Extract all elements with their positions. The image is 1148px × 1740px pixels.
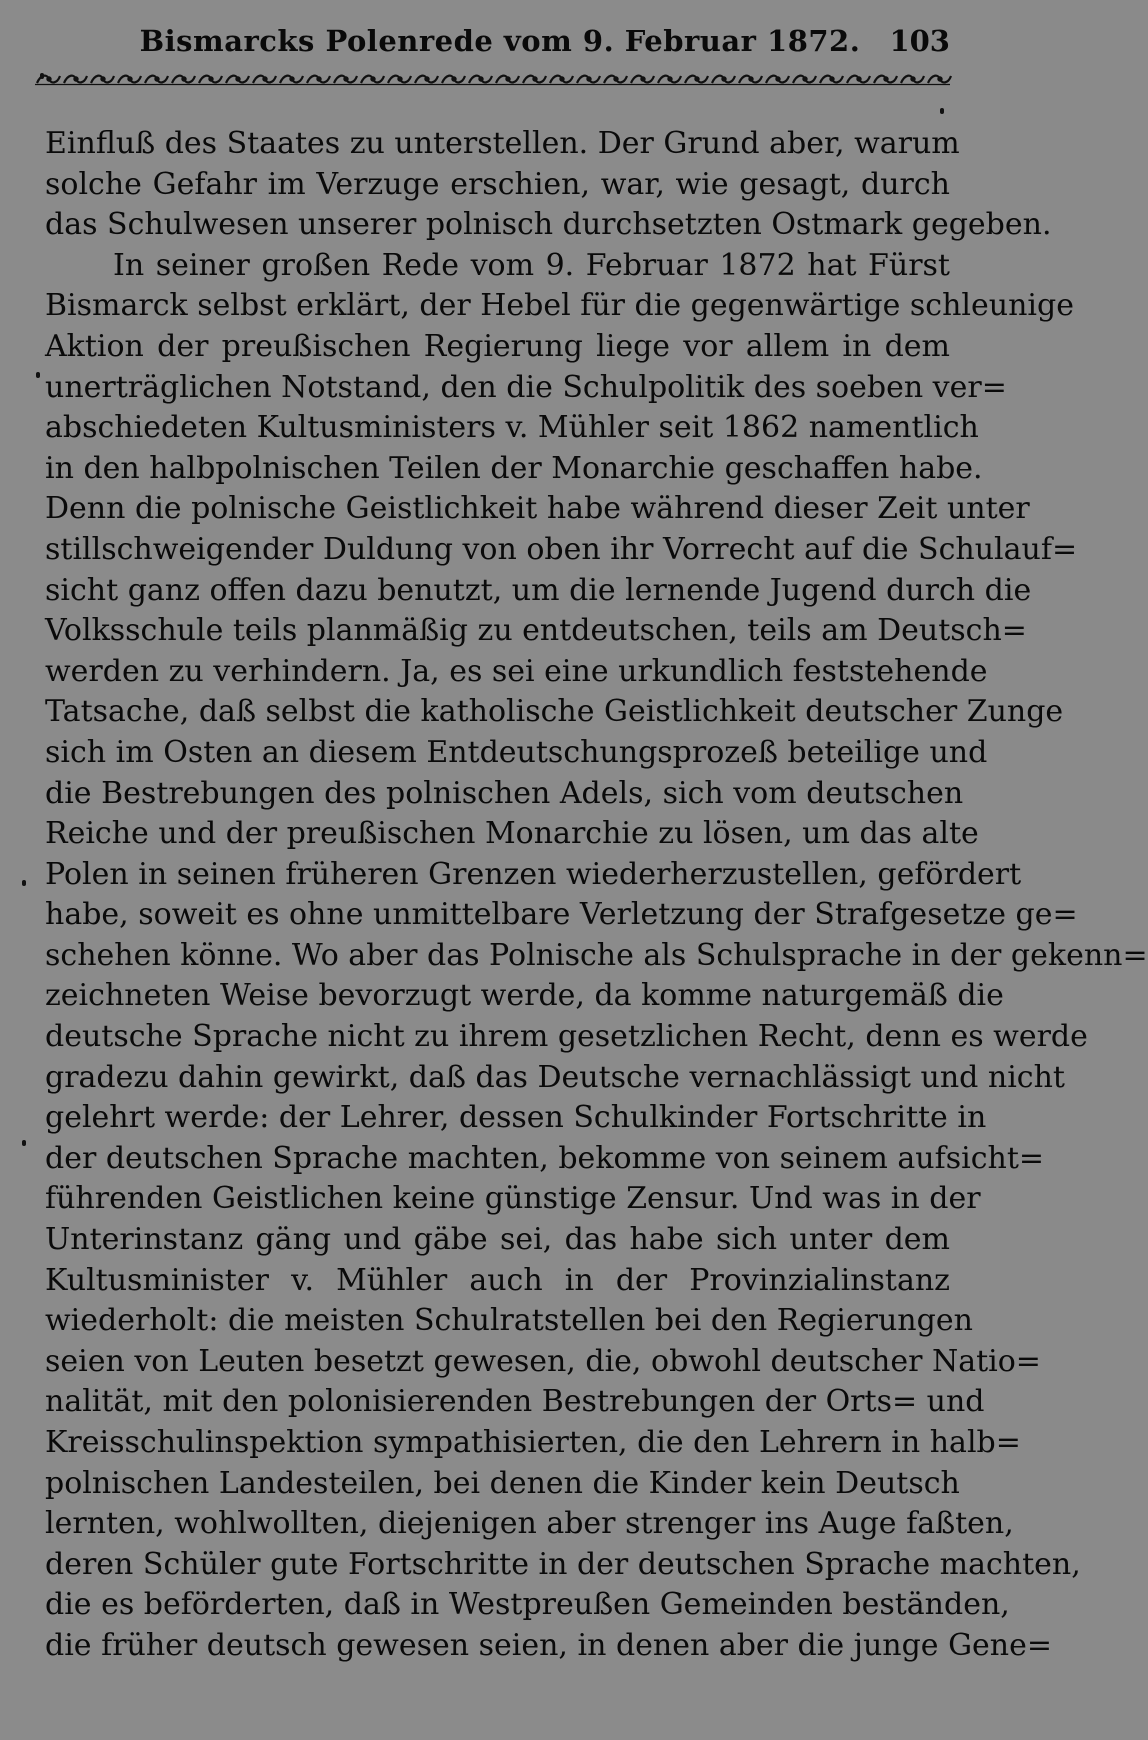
print-speck [940, 108, 944, 114]
text-line: abschiedeten Kultusministers v. Mühler seit 1862 namentlich [45, 410, 979, 446]
text-line: lernten, wohlwollten, diejenigen aber strenger ins Auge faßten, [45, 1506, 1014, 1542]
text-line: wiederholt: die meisten Schulratstellen bei den Regierungen [45, 1303, 973, 1339]
text-line: sicht ganz offen dazu benutzt, um die lernende Jugend durch die [45, 572, 1032, 608]
text-line: zeichneten Weise bevorzugt werde, da komme naturgemäß die [45, 978, 1004, 1014]
text-line: unerträglichen Notstand, den die Schulpolitik des soeben ver= [45, 369, 1007, 405]
running-head-title: Bismarcks Polenrede vom 9. Februar 1872. [139, 24, 861, 58]
text-line: werden zu verhindern. Ja, es sei eine urkundlich feststehende [45, 653, 988, 689]
text-line: die es beförderten, daß in Westpreußen Gemeinden beständen, [45, 1587, 1010, 1623]
text-line: Kreisschulinspektion sympathisierten, die den Lehrern in halb= [45, 1425, 1021, 1460]
text-line: in den halbpolnischen Teilen der Monarchie geschaffen habe. [45, 450, 983, 486]
text-line: die Bestrebungen des polnischen Adels, sich vom deutschen [45, 775, 964, 811]
text-line: der deutschen Sprache machten, bekomme von seinem aufsicht= [45, 1140, 1045, 1176]
text-line: schehen könne. Wo aber das Polnische als Schulsprache in der gekenn= [45, 937, 1148, 973]
text-line: das Schulwesen unserer polnisch durchsetzten Ostmark gegeben. [45, 207, 1052, 243]
text-line: Bismarck selbst erklärt, der Hebel für die gegenwärtige schleunige [45, 288, 1074, 324]
text-line: die früher deutsch gewesen seien, in denen aber die junge Gene= [45, 1627, 1053, 1663]
text-line: Denn die polnische Geistlichkeit habe während dieser Zeit unter [45, 491, 1030, 527]
text-line: Polen in seinen früheren Grenzen wiederherzustellen, gefördert [45, 856, 1022, 892]
page-number: 103 [889, 24, 950, 58]
ornamental-rule [35, 72, 950, 86]
text-line: stillschweigender Duldung von oben ihr Vorrecht auf die Schulauf= [45, 531, 1078, 567]
text-line: solche Gefahr im Verzuge erschien, war, wie gesagt, durch [45, 166, 950, 202]
text-line: Aktion der preußischen Regierung liege vor allem in dem [45, 328, 950, 364]
text-line: seien von Leuten besetzt gewesen, die, obwohl deutscher Natio= [45, 1343, 1041, 1379]
text-line: gelehrt werde: der Lehrer, dessen Schulkinder Fortschritte in [45, 1100, 987, 1136]
text-line: Volksschule teils planmäßig zu entdeutschen, teils am Deutsch= [45, 613, 1027, 649]
text-line: sich im Osten an diesem Entdeutschungsprozeß beteilige und [45, 734, 988, 770]
text-line: deren Schüler gute Fortschritte in der deutschen Sprache machten, [45, 1546, 1081, 1582]
text-line: Einfluß des Staates zu unterstellen. Der Grund aber, warum [45, 126, 960, 161]
text-line: Reiche und der preußischen Monarchie zu lösen, um das alte [45, 816, 979, 852]
text-line: Unterinstanz gäng und gäbe sei, das habe sich unter dem [45, 1222, 950, 1258]
text-line: In seiner großen Rede vom 9. Februar 1872 hat Fürst [113, 247, 950, 283]
print-speck [22, 1140, 26, 1146]
print-speck [22, 880, 26, 886]
print-speck [36, 372, 40, 378]
text-line: habe, soweit es ohne unmittelbare Verletzung der Strafgesetze ge= [45, 897, 1078, 933]
running-head [40, 22, 960, 66]
text-line: nalität, mit den polonisierenden Bestrebungen der Orts= und [45, 1384, 985, 1420]
print-speck [40, 73, 44, 79]
text-line: führenden Geistlichen keine günstige Zensur. Und was in der [45, 1181, 981, 1217]
text-line: deutsche Sprache nicht zu ihrem gesetzlichen Recht, denn es werde [45, 1019, 1088, 1055]
body-text [45, 124, 1148, 1667]
text-line: gradezu dahin gewirkt, daß das Deutsche vernachlässigt und nicht [45, 1059, 1065, 1095]
text-line: Tatsache, daß selbst die katholische Geistlichkeit deutscher Zunge [45, 694, 1064, 730]
text-line: polnischen Landesteilen, bei denen die Kinder kein Deutsch [45, 1465, 960, 1501]
text-line: Kultusminister v. Mühler auch in der Provinzialinstanz [45, 1262, 950, 1298]
